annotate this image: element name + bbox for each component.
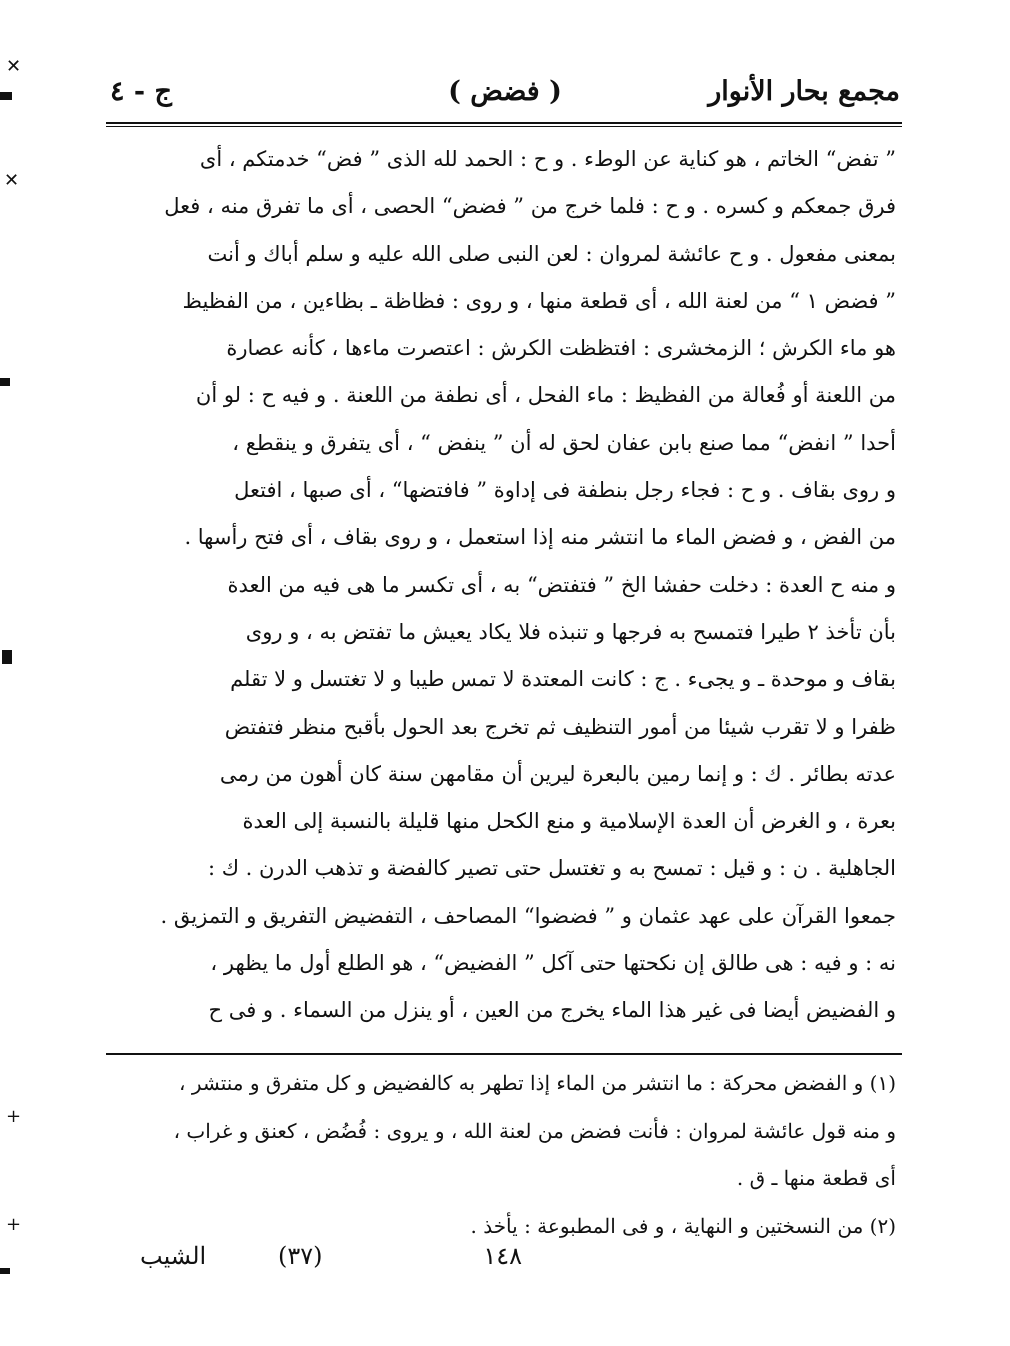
margin-mark — [2, 650, 12, 664]
margin-mark — [0, 92, 12, 100]
footnote-line: و منه قول عائشة لمروان : فأنت فضض من لعنة الله ، و يروى : فُضُض ، كعنق و غراب ، — [173, 1118, 896, 1143]
footnote-line: (١) و الفضض محركة : ما انتشر من الماء إذا تطهر به كالفضيض و كل متفرق و منتشر ، — [179, 1071, 896, 1095]
text-line: و روى بقاف . و ح : فجاء رجل بنطفة فى إداوة ” فافتضها“ ، أى صبها ، افتعل — [234, 478, 896, 503]
margin-mark-icon: ✕ — [6, 56, 22, 77]
footnote-line: أى قطعة منها ـ ق . — [736, 1166, 896, 1190]
text-line: و منه ح العدة : دخلت حفشا الخ ” فتفتض“ به ، أى تكسر ما هى فيه من العدة — [227, 572, 896, 597]
text-line: ” تفض“ الخاتم ، هو كناية عن الوطء . و ح : الحمد لله الذى ” فض“ خدمتكم ، أى — [199, 147, 896, 171]
margin-mark — [0, 378, 10, 386]
text-line: نه : و فيه : هى طالق إن نكحتها حتى آكل ” الفضيض“ ، هو الطلع أول ما يظهر ، — [210, 951, 896, 976]
text-line: بعرة ، و الغرض أن العدة الإسلامية و منع الكحل منها قليلة بالنسبة إلى العدة — [242, 809, 896, 834]
text-line: الجاهلية . ن : و قيل : تمسح به و تغتسل حتى تصير كالفضة و تذهب الدرن . ك : — [207, 856, 896, 881]
footnote-line: (٢) من النسختين و النهاية ، و فى المطبوعة : يأخذ . — [470, 1213, 896, 1238]
text-line: بمعنى مفعول . و ح عائشة لمروان : لعن النبى صلى الله عليه و سلم أباك و أنت — [207, 241, 896, 266]
footnotes — [118, 1060, 896, 1250]
text-line: بأن تأخذ ٢ طيرا فتمسح به فرجها و تنبذه فلا يكاد يعيش ما تفتض به ، و روى — [245, 619, 896, 644]
text-line: أحدا ” انفض“ مما صنع بابن عفان لحق له أن ” ينفض “ ، أى يتفرق و ينقطع ، — [232, 430, 896, 455]
signature-word: الشيب — [140, 1242, 207, 1270]
margin-mark-icon: ✕ — [4, 170, 20, 191]
text-line: ظفرا و لا تقرب شيئا من أمور التنظيف ثم تخرج بعد الحول بأقبح منظر فتفتض — [224, 714, 896, 739]
margin-mark-icon: + — [6, 1214, 22, 1235]
text-line: فرق جمعكم و كسره . و ح : فلما خرج من ” فضض“ الحصى ، أى ما تفرق منه ، فعل — [164, 194, 896, 219]
text-line: عدته بطائر . ك : و إنما رمين بالبعرة ليرين أن مقامهن سنة كان أهون من رمى — [219, 761, 896, 786]
book-title: مجمع بحار الأنوار — [708, 76, 900, 107]
volume-label: ج - ٤ — [110, 76, 172, 107]
footnote-rule — [106, 1053, 902, 1055]
margin-mark — [0, 1268, 10, 1274]
main-text — [118, 136, 896, 1035]
text-line: من الفض ، و فضض الماء ما انتشر منه إذا استعمل ، و روى بقاف ، أى فتح رأسها . — [184, 525, 896, 550]
text-line: من اللعنة أو فُعالة من الفظيظ : ماء الفحل ، أى نطفة من اللعنة . و فيه ح : لو أن — [195, 383, 896, 408]
text-line: بقاف و موحدة ـ و يجىء . ج : كانت المعتدة لا تمس طيبا و لا تغتسل و لا تقلم — [230, 667, 896, 692]
signature-mark: (٣٧) — [278, 1242, 323, 1270]
text-line: جمعوا القرآن على عهد عثمان و ” فضضوا“ المصاحف ، التفضيض التفريق و التمزيق . — [160, 903, 896, 928]
text-line: و الفضيض أيضا فى غير هذا الماء يخرج من العين ، أو ينزل من السماء . و فى ح — [208, 998, 896, 1023]
running-header — [110, 72, 900, 118]
text-line: هو ماء الكرش ؛ الزمخشرى : افتظظت الكرش : اعتصرت ماءها ، كأنه عصارة — [226, 336, 896, 361]
page-number: ١٤٨ — [483, 1242, 522, 1270]
entry-word: ( فضض ) — [448, 76, 562, 107]
margin-mark-icon: + — [6, 1106, 22, 1127]
text-line: ” فضض ١ “ من لعنة الله ، أى قطعة منها ، و روى : فظاظة ـ بظاءين ، من الفظيظ — [182, 288, 896, 313]
header-rule — [106, 122, 902, 127]
page-footer — [110, 1242, 900, 1282]
